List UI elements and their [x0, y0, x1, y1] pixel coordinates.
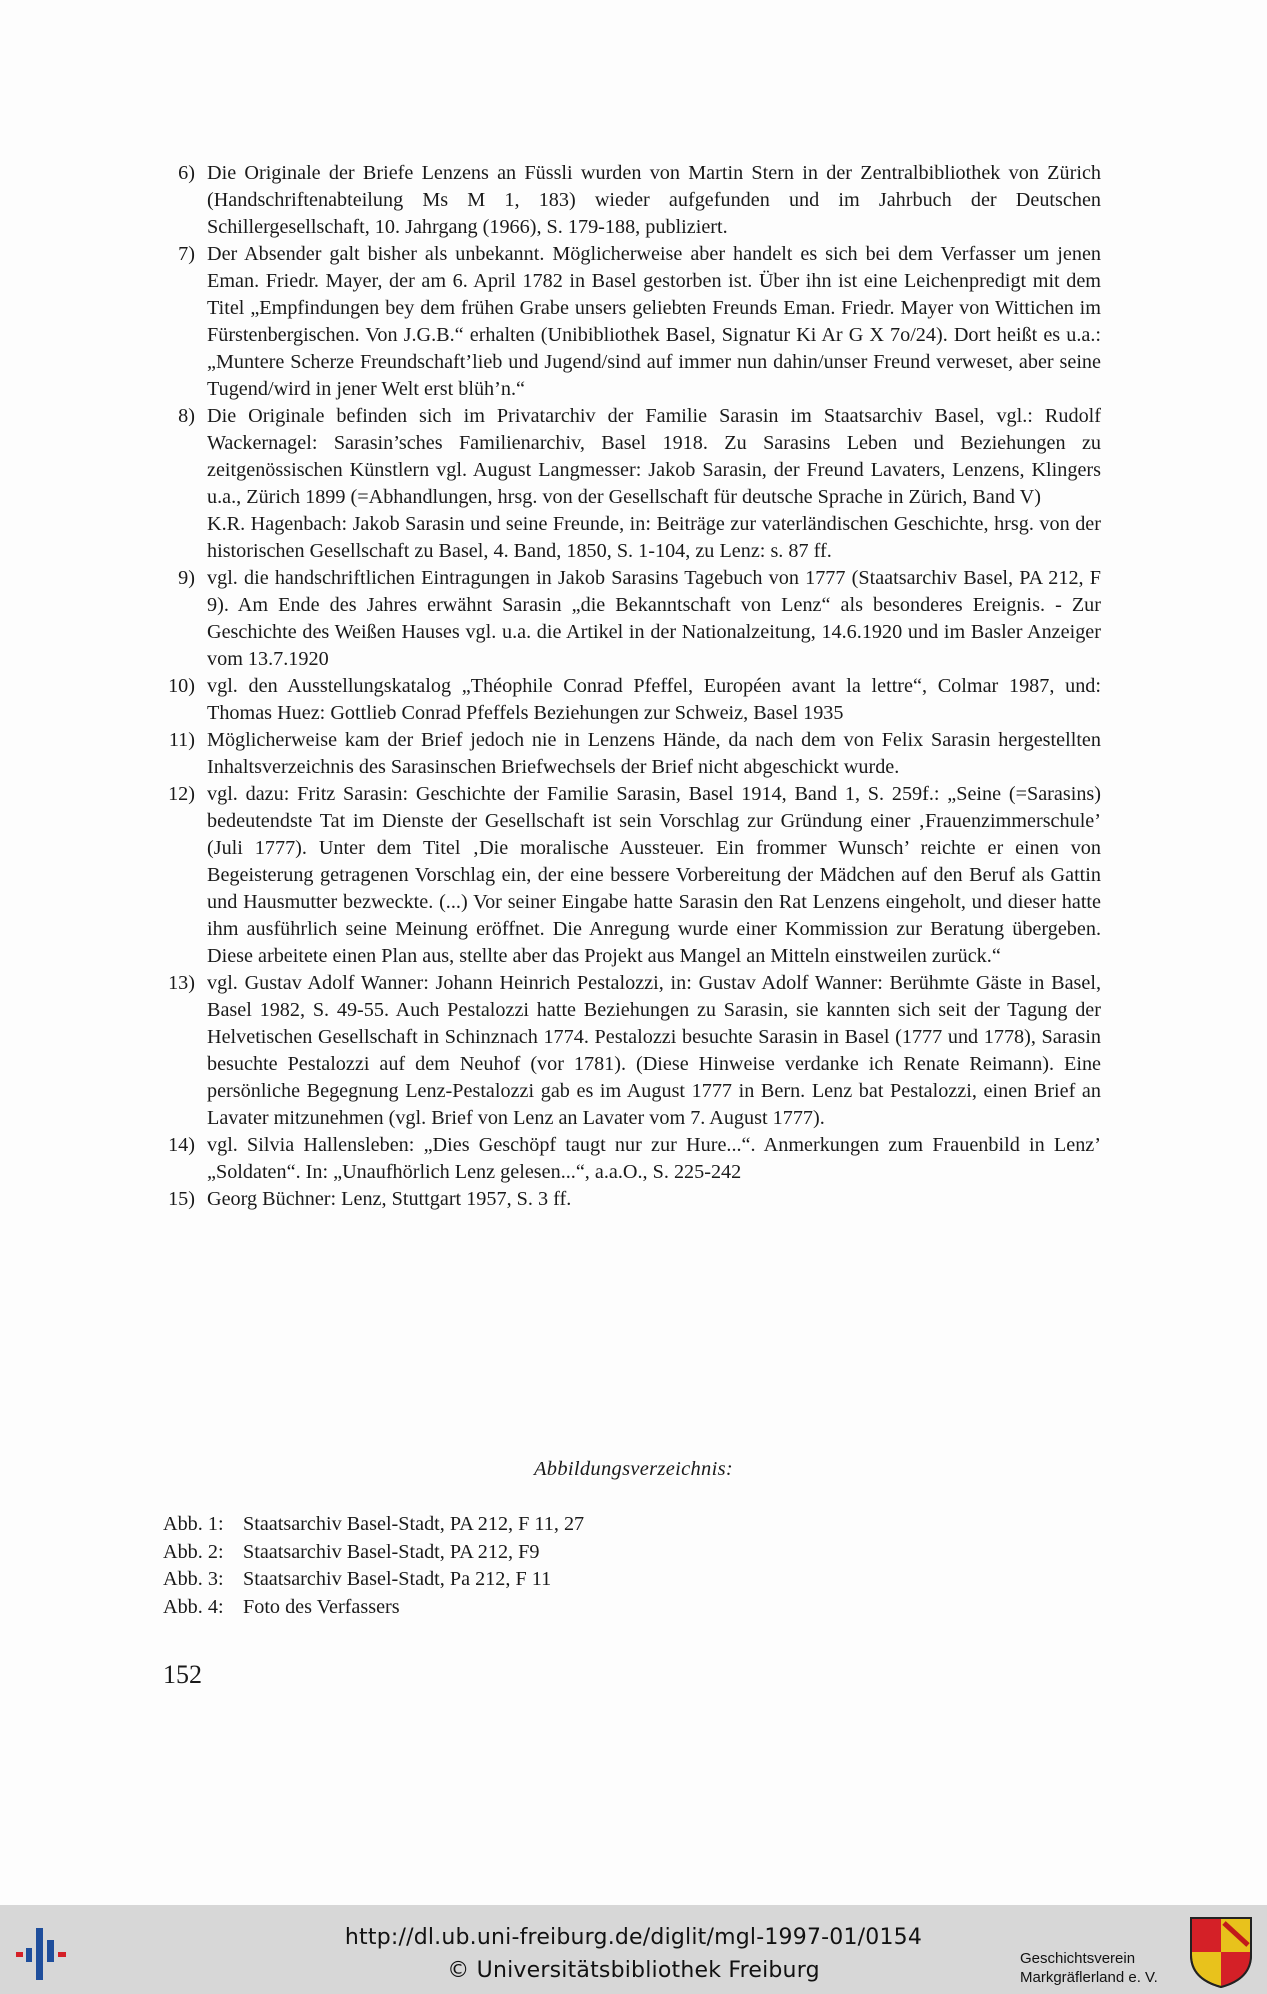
figure-label: Abb. 2: [163, 1540, 224, 1563]
endnote [163, 673, 1101, 727]
figure-label: Abb. 3: [163, 1568, 224, 1590]
endnote [163, 565, 1101, 673]
endnote-text: vgl. den Ausstellungskatalog „Théophile Conrad Pfeffel, Européen avant la lettre“, Colmar 1987, und: Thomas Huez: Gottlieb Conrad Pfeffels Beziehungen zur Schweiz, Basel 1935 [207, 675, 1101, 724]
society-name-line2: Markgräflerland e. V. [1020, 1969, 1158, 1986]
endnote-text: vgl. dazu: Fritz Sarasin: Geschichte der Familie Sarasin, Basel 1914, Band 1, S. 259f.: „Seine (=Sarasins) bedeutendste Tat im Dienste der Gesellschaft ist sein Vorschlag zur Gründung einer ‚Frauenzimmerschule’ (Juli 1777). Unter dem Titel ‚Die moralische Aussteuer. Ein frommer Wunsch’ reichte er einen von Begeisterung getragenen Vorschlag ein, der eine bessere Vorbereitung der Mädchen auf den Beruf als Gattin und Hausmutter bezweckte. (...) Vor seiner Eingabe hatte Sarasin den Rat Lenzens eingeholt, und dieser hatte ihm ausführlich seine Meinung eröffnet. Die Anregung wurde einer Kommission zur Beratung übergeben. Diese arbeitete einen Plan aus, stellte aber das Projekt aus Mangel an Mitteln einstweilen zurück.“ [207, 783, 1101, 967]
society-name [1020, 1949, 1158, 1987]
endnote-text: Der Absender galt bisher als unbekannt. Möglicherweise aber handelt es sich bei dem Verfasser um jenen Eman. Friedr. Mayer, der am 6. April 1782 in Basel gestorben ist. Über ihn ist eine Leichenpredigt mit dem Titel „Empfindungen bey dem frühen Grabe unsers geliebten Freunds Eman. Friedr. Mayer von Wittichen im Fürstenbergischen. Von J.G.B.“ erhalten (Unibibliothek Basel, Signatur Ki Ar G X 7o/24). Dort heißt es u.a.: „Muntere Scherze Freundschaft’lieb und Jugend/sind auf immer nun dahin/unser Freund verweset, aber seine Tugend/wird in jener Welt erst blüh’n.“ [207, 243, 1101, 400]
document-url-link[interactable]: http://dl.ub.uni-freiburg.de/diglit/mgl-1997-01/0154 [344, 1925, 923, 1950]
endnote-text: Die Originale der Briefe Lenzens an Füssli wurden von Martin Stern in der Zentralbibliothek von Zürich (Handschriftenabteilung Ms M 1, 183) wieder aufgefunden und im Jahrbuch der Deutschen Schillergesellschaft, 10. Jahrgang (1966), S. 179-188, publiziert. [207, 162, 1101, 238]
figure-list-item [163, 1539, 584, 1567]
endnote-text-continued: K.R. Hagenbach: Jakob Sarasin und seine Freunde, in: Beiträge zur vaterländischen Geschichte, hrsg. von der historischen Gesellschaft zu Basel, 4. Band, 1850, S. 1-104, zu Lenz: s. 87 ff. [207, 513, 1101, 562]
viewer-footer [0, 1905, 1267, 1994]
figure-list-title: Abbildungsverzeichnis: [533, 1458, 734, 1480]
society-name-line1: Geschichtsverein [1020, 1950, 1136, 1967]
figure-source: Staatsarchiv Basel-Stadt, PA 212, F 11, 27 [243, 1513, 585, 1535]
endnote-text: vgl. die handschriftlichen Eintragungen in Jakob Sarasins Tagebuch von 1777 (Staatsarchiv Basel, PA 212, F 9). Am Ende des Jahres erwähnt Sarasin „die Bekanntschaft von Lenz“ als besonderes Ereignis. - Zur Geschichte des Weißen Hauses vgl. u.a. die Artikel in der Nationalzeitung, 14.6.1920 und im Basler Anzeiger vom 13.7.1920 [207, 567, 1101, 670]
figure-source: Foto des Verfassers [243, 1595, 400, 1618]
endnote-number: 13) [168, 972, 195, 994]
figure-label: Abb. 4: [163, 1595, 224, 1618]
figure-list-item [163, 1594, 584, 1622]
figure-source: Staatsarchiv Basel-Stadt, Pa 212, F 11 [243, 1568, 552, 1590]
endnote-number: 9) [178, 567, 195, 589]
endnote [163, 1132, 1101, 1186]
endnote-number: 7) [178, 243, 195, 265]
endnote [163, 160, 1101, 241]
endnote-number: 12) [168, 783, 195, 805]
figure-list [163, 1511, 584, 1621]
endnotes [163, 160, 1101, 1213]
endnote [163, 781, 1101, 970]
endnote-text: Möglicherweise kam der Brief jedoch nie in Lenzens Hände, da nach dem von Felix Sarasin hergestellten Inhaltsverzeichnis des Sarasinschen Briefwechsels der Brief nicht abgeschickt wurde. [207, 729, 1101, 778]
copyright-notice: © Universitätsbibliothek Freiburg [447, 1958, 820, 1983]
coat-of-arms-icon[interactable] [1188, 1915, 1254, 1989]
figure-label: Abb. 1: [163, 1513, 224, 1535]
figure-source: Staatsarchiv Basel-Stadt, PA 212, F9 [243, 1540, 540, 1563]
endnote [163, 403, 1101, 565]
endnote-number: 8) [178, 405, 195, 427]
endnote-number: 14) [168, 1134, 195, 1156]
page-number: 152 [163, 1660, 202, 1689]
endnote-text: Die Originale befinden sich im Privatarchiv der Familie Sarasin im Staatsarchiv Basel, vgl.: Rudolf Wackernagel: Sarasin’sches Familienarchiv, Basel 1918. Zu Sarasins Leben und Beziehungen zu zeitgenössischen Künstlern vgl. August Langmesser: Jakob Sarasin, der Freund Lavaters, Lenzens, Klingers u.a., Zürich 1899 (=Abhandlungen, hrsg. von der Gesellschaft für deutsche Sprache in Zürich, Band V) [207, 405, 1101, 508]
endnote-number: 6) [178, 162, 195, 184]
figure-list-item [163, 1566, 584, 1594]
endnote [163, 241, 1101, 403]
endnote-text: vgl. Silvia Hallensleben: „Dies Geschöpf taugt nur zur Hure...“. Anmerkungen zum Frauenbild in Lenz’ „Soldaten“. In: „Unaufhörlich Lenz gelesen...“, a.a.O., S. 225-242 [207, 1134, 1101, 1183]
endnote [163, 1186, 1101, 1213]
endnote [163, 970, 1101, 1132]
endnote-number: 15) [168, 1188, 195, 1210]
endnote-text: Georg Büchner: Lenz, Stuttgart 1957, S. 3 ff. [207, 1188, 572, 1210]
endnote-text: vgl. Gustav Adolf Wanner: Johann Heinrich Pestalozzi, in: Gustav Adolf Wanner: Berühmte Gäste in Basel, Basel 1982, S. 49-55. Auch Pestalozzi hatte Beziehungen zu Sarasin, sie kannten sich seit der Tagung der Helvetischen Gesellschaft in Schinznach 1774. Pestalozzi besuchte Sarasin in Basel (1777 und 1778), Sarasin besuchte Pestalozzi auf dem Neuhof (vor 1781). (Diese Hinweise verdanke ich Renate Reimann). Eine persönliche Begegnung Lenz-Pestalozzi gab es im August 1777 in Bern. Lenz bat Pestalozzi, einen Brief an Lavater mitzunehmen (vgl. Brief von Lenz an Lavater vom 7. August 1777). [207, 972, 1101, 1129]
endnote [163, 727, 1101, 781]
figure-list-item [163, 1511, 584, 1539]
endnote-number: 10) [168, 675, 195, 697]
endnote-number: 11) [168, 729, 195, 751]
